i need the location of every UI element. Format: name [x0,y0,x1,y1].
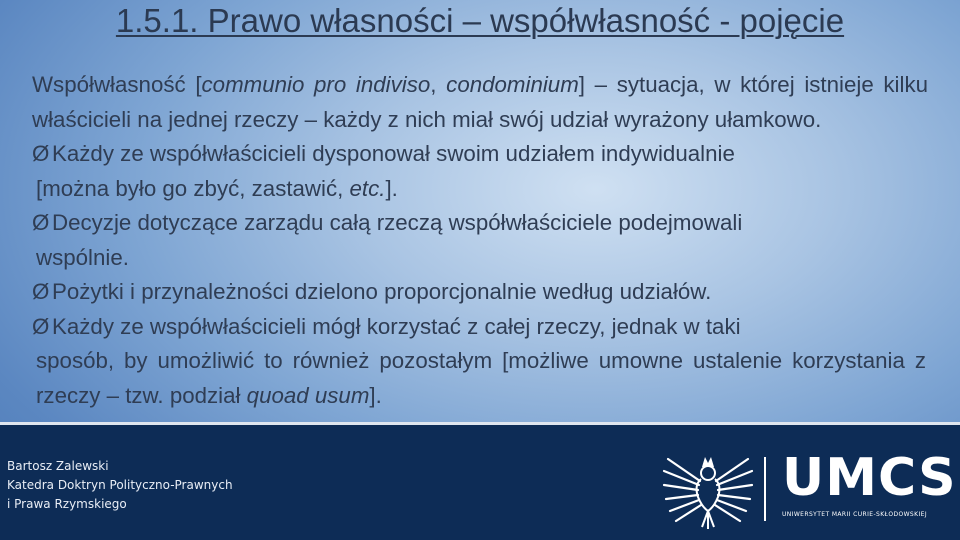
bullet-text: Każdy ze współwłaścicieli mógł korzystać z całej rzeczy, jednak w taki [52,313,741,339]
bullet-item [32,206,928,275]
eagle-emblem-icon [658,445,758,535]
arrow-bullet-icon: Ø [32,210,50,235]
bullet-text: Pożytki i przynależności dzielono proporcjonalnie według udziałów. [52,279,712,304]
logo-divider [764,457,766,521]
bullet-cont-text: [można było go zbyć, zastawić, [36,175,350,201]
slide-title: 1.5.1. Prawo własności – współwłasność - pojęcie [115,2,845,39]
intro-paragraph [32,68,928,137]
bullet-text: Decyzje dotyczące zarządu całą rzeczą współwłaściciele podejmowali [52,210,743,235]
bullet-item [32,275,928,310]
intro-term-1: communio pro indiviso [201,72,431,97]
university-logo [658,445,957,535]
bullet-continuation [32,176,398,201]
bullet-cont-text: sposób, by umożliwić to również pozostałym [możliwe umowne ustalenie korzystania z rzeczy – tzw. podział [36,348,926,408]
intro-after: ] – sytuacja, w której istnieje kilku właścicieli na jednej rzeczy – każdy z nich miał swój udział wyrażony ułamkowo. [32,72,929,132]
footer-bar [0,422,960,540]
bullet-item [32,310,928,414]
bullet-text: Każdy ze współwłaścicieli dysponował swoim udziałem indywidualnie [52,141,735,166]
author-name: Bartosz Zalewski [7,459,109,473]
bullet-cont-italic: etc. [349,175,386,201]
arrow-bullet-icon: Ø [32,141,50,166]
intro-term-2: condominium [446,72,579,97]
bullet-item [32,137,928,206]
department-line-2: i Prawa Rzymskiego [7,497,127,511]
intro-before: Współwłasność [ [32,72,202,97]
bullet-cont-italic: quoad usum [246,382,370,408]
bullet-continuation [32,344,926,413]
department-line-1: Katedra Doktryn Polityczno-Prawnych [7,478,233,492]
bullet-cont-end: ]. [369,382,382,408]
bullet-cont-end: ]. [385,175,398,201]
bullet-continuation: wspólnie. [36,244,129,270]
logo-wordmark: UMCS [782,448,957,508]
logo-subtitle: UNIWERSYTET MARII CURIE-SKŁODOWSKIEJ [782,511,928,518]
intro-mid: , [430,72,447,97]
arrow-bullet-icon: Ø [32,313,50,339]
arrow-bullet-icon: Ø [32,279,50,304]
slide-body [32,68,928,413]
author-info [7,457,233,514]
